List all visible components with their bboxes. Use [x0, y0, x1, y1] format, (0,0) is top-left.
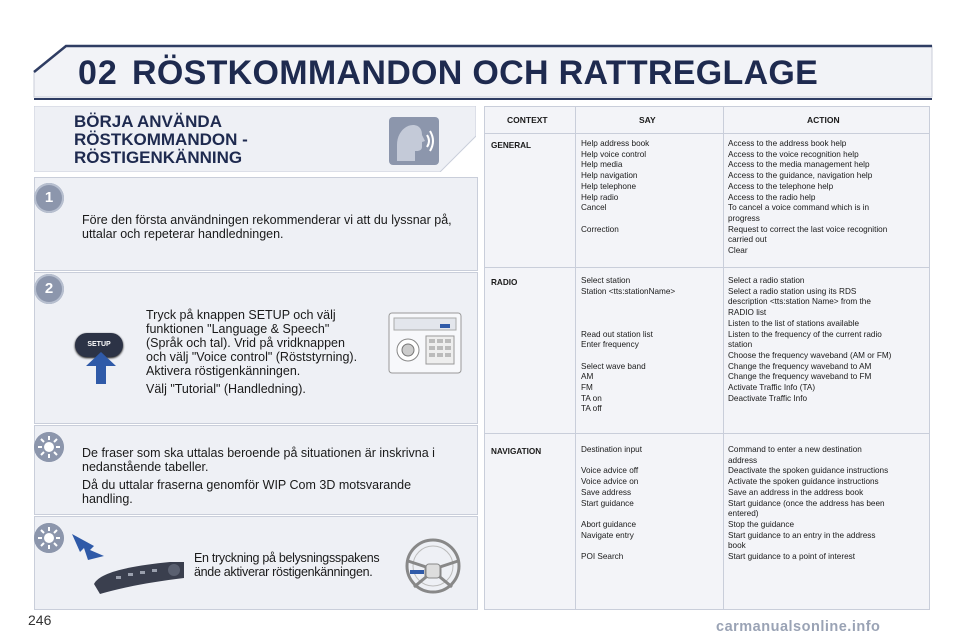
text-line: Då du uttalar fraserna genomför WIP Com 3D motsvarande [82, 478, 412, 492]
column-header-action: ACTION [807, 115, 840, 125]
tip-1-text [82, 446, 435, 506]
column-header-say: SAY [639, 115, 656, 125]
arrow-up-icon [86, 352, 116, 384]
step-number-2: 2 [34, 274, 64, 304]
text-line: Före den första användningen rekommenderar vi att du lyssnar på, [82, 213, 452, 227]
section-title-line: BÖRJA ANVÄNDA [74, 112, 222, 131]
step-number-1: 1 [34, 183, 64, 213]
table-row-divider [485, 267, 929, 268]
step-1-text [82, 213, 452, 241]
row-context: RADIO [491, 278, 518, 287]
row-context: NAVIGATION [491, 447, 542, 456]
row-action: Select a radio station Select a radio station using its RDS description <tts:station Name> from the RADIO list Listen to the list of stations available Listen to the frequency of the current radio station Choose the frequency waveband (AM or FM) Change the frequency waveband to AM Change the frequency waveband to FM Activate Traffic Info (TA) Deactivate Traffic Info [728, 276, 892, 403]
tip-sun-icon [34, 523, 64, 553]
text-line: De fraser som ska uttalas beroende på situationen är inskrivna i [82, 446, 435, 460]
section-title-line: RÖSTIGENKÄNNING [74, 148, 243, 167]
section-title-panel [34, 106, 476, 172]
section-title [74, 113, 248, 167]
steering-wheel-illustration [404, 537, 462, 595]
text-line: Tryck på knappen SETUP och välj [146, 308, 336, 322]
table-column-divider [723, 107, 724, 609]
text-line: nedanstående tabeller. [82, 460, 209, 474]
watermark: carmanualsonline.info [716, 619, 881, 635]
text-line: handling. [82, 492, 133, 506]
section-title-line: RÖSTKOMMANDON - [74, 130, 248, 149]
voice-recognition-icon [389, 117, 439, 165]
step-2-text [146, 308, 357, 396]
text-line: ände aktiverar röstigenkänningen. [194, 565, 373, 579]
text-line: funktionen "Language & Speech" [146, 322, 330, 336]
text-line: uttalar och repeterar handledningen. [82, 227, 284, 241]
page-title: RÖSTKOMMANDON OCH RATTREGLAGE [132, 54, 819, 92]
table-column-divider [575, 107, 576, 609]
row-say: Destination input Voice advice off Voice advice on Save address Start guidance Abort guidance Navigate entry POI Search [581, 445, 642, 562]
text-line: och välj "Voice control" (Röststyrning). [146, 350, 358, 364]
table-row-divider [485, 433, 929, 434]
column-header-context: CONTEXT [507, 115, 548, 125]
tip-2-text [194, 551, 379, 579]
row-context: GENERAL [491, 141, 532, 150]
text-line: Välj "Tutorial" (Handledning). [146, 382, 306, 396]
table-header-divider [485, 133, 929, 134]
row-say: Help address book Help voice control Help media Help navigation Help telephone Help radio Cancel Correction [581, 139, 650, 234]
chapter-number: 02 [78, 54, 118, 92]
page-number: 246 [28, 612, 52, 628]
text-line: (Språk och tal). Vrid på vridknappen [146, 336, 345, 350]
tip-sun-icon [34, 432, 64, 462]
setup-button: SETUP [75, 333, 123, 357]
row-action: Command to enter a new destination address Deactivate the spoken guidance instructions Activate the spoken guidance instructions Save an address in the address book Start guidance (once the address has been entered) Stop the guidance Start guidance to an entry in the address book Start guidance to a point of interest [728, 445, 889, 562]
text-line: En tryckning på belysningsspakens [194, 551, 380, 565]
radio-unit-illustration [388, 312, 462, 374]
row-say: Select station Station <tts:stationName> Read out station list Enter frequency Select wave band AM FM TA on TA off [581, 276, 676, 414]
voice-command-table [484, 106, 930, 610]
row-action: Access to the address book help Access to the voice recognition help Access to the media management help Access to the guidance, navigation help Access to the telephone help Access to the radio help To cancel a voice command which is in progress Request to correct the last voice recognition carried out Clear [728, 139, 888, 256]
lighting-stalk-illustration [70, 532, 188, 600]
text-line: Aktivera röstigenkänningen. [146, 364, 301, 378]
